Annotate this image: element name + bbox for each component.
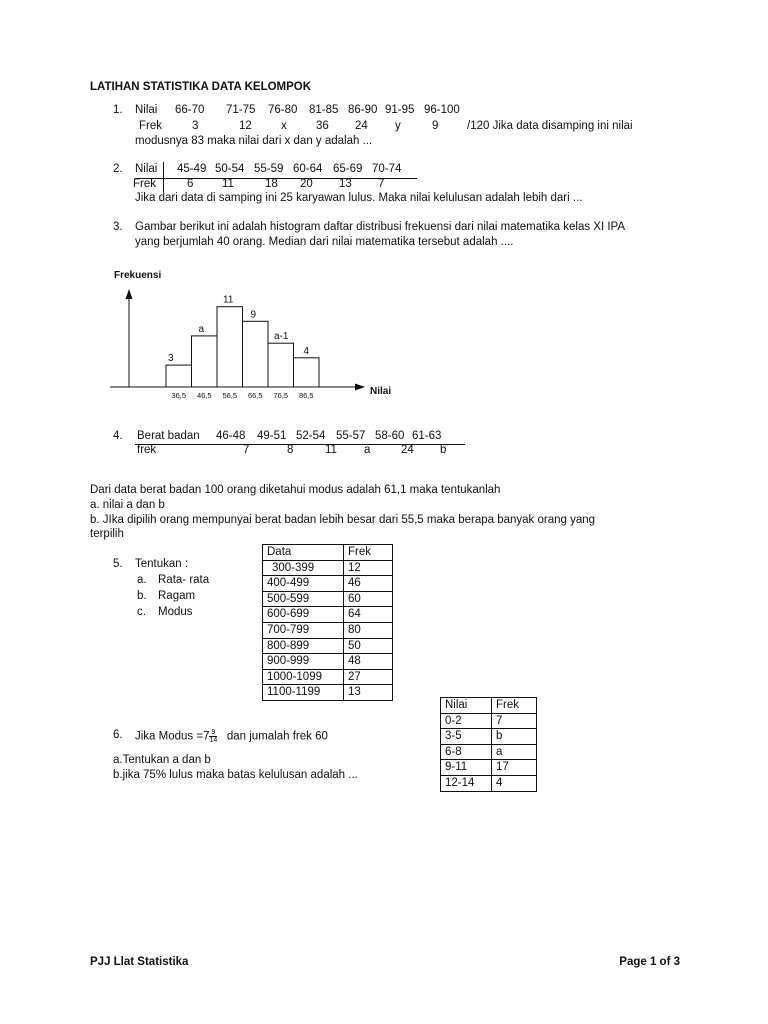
q1-text: modusnya 83 maka nilai dari x dan y adalah ... [135, 135, 373, 147]
q4-row2-cell: 11 [325, 444, 337, 456]
chart-ylabel: Frekuensi [114, 270, 162, 281]
table-cell: 48 [344, 654, 393, 670]
table-row [441, 775, 537, 791]
q3-text: yang berjumlah 40 orang. Median dari nilai matematika tersebut adalah .... [135, 236, 514, 248]
table-cell: 600-699 [263, 607, 344, 623]
table-cell: 13 [344, 685, 393, 701]
document-title: LATIHAN STATISTIKA DATA KELOMPOK [90, 81, 312, 93]
chart-xlabel: Nilai [370, 386, 392, 397]
x-tick-label: 86,5 [298, 391, 314, 400]
histogram-chart [100, 262, 410, 412]
q1-nilai-cell: 71-75 [226, 104, 256, 116]
table-cell: 7 [492, 713, 537, 729]
q1-number: 1. [113, 104, 123, 116]
histogram-bar [217, 307, 243, 387]
table-row [441, 729, 537, 745]
histogram-bar [268, 343, 294, 387]
table-header-nilai: Nilai [441, 698, 492, 714]
table-cell: 1100-1199 [263, 685, 344, 701]
q4-text: Dari data berat badan 100 orang diketahui modus adalah 61,1 maka tentukanlah [90, 484, 501, 496]
table-cell: 4 [492, 775, 537, 791]
q3-text: Gambar berikut ini adalah histogram daftar distribusi frekuensi dari nilai matematika kelas XI IPA [135, 221, 626, 233]
q5-item-text: Rata- rata [158, 574, 210, 586]
q6-frequency-table [440, 697, 537, 792]
table-cell: 9-11 [441, 760, 492, 776]
q1-nilai-cell: 86-90 [348, 104, 378, 116]
q1-frek-cell: 3 [192, 120, 199, 132]
histogram-bar [243, 321, 269, 387]
q2-nilai-cell: 65-69 [333, 163, 363, 175]
q2-frek-cell: 6 [187, 178, 194, 190]
table-row [263, 560, 393, 576]
q1-nilai-cell: 66-70 [175, 104, 205, 116]
histogram-bar [192, 336, 218, 387]
q4-text: a. nilai a dan b [90, 499, 165, 511]
table-cell: 17 [492, 760, 537, 776]
q2-frek-cell: 20 [300, 178, 313, 190]
q6-fraction-numerator: 9 [211, 729, 216, 736]
x-tick-label: 76,5 [273, 391, 289, 400]
q2-nilai-cell: 50-54 [215, 163, 245, 175]
q2-nilai-cell: 70-74 [372, 163, 402, 175]
q6-text-prefix: Jika Modus =7 [135, 730, 210, 743]
table-header-frek: Frek [492, 698, 537, 714]
q4-row1-cell: 55-57 [336, 430, 366, 442]
q2-frek-cell: 7 [378, 178, 385, 190]
q1-frek-cell: 9 [432, 120, 439, 132]
table-cell: 0-2 [441, 713, 492, 729]
x-tick-label: 46,5 [196, 391, 212, 400]
table-cell: 800-899 [263, 638, 344, 654]
bar-label: 4 [303, 345, 310, 357]
x-tick-label: 56,5 [222, 391, 238, 400]
q6-sub-a: a.Tentukan a dan b [113, 754, 211, 766]
bar-label: a-1 [274, 331, 289, 343]
q1-nilai-label: Nilai [135, 104, 158, 116]
q1-nilai-cell: 76-80 [268, 104, 298, 116]
x-tick-label: 66,5 [247, 391, 263, 400]
q1-frek-cell: y [395, 120, 401, 132]
q1-frek-cell: 12 [239, 120, 252, 132]
q4-row1-cell: 58-60 [375, 430, 405, 442]
table-cell: 300-399 [263, 560, 344, 576]
q2-frek-label: Frek [133, 178, 156, 190]
q2-text: Jika dari data di samping ini 25 karyawan lulus. Maka nilai kelulusan adalah lebih dari ... [135, 192, 583, 204]
table-cell: 50 [344, 638, 393, 654]
table-row [441, 713, 537, 729]
histogram-bar [166, 365, 192, 387]
q1-text: /120 Jika data disamping ini nilai [467, 120, 633, 132]
q1-frek-cell: x [281, 120, 287, 132]
q5-item-text: Modus [158, 606, 193, 618]
q5-frequency-table [262, 544, 393, 701]
q2-nilai-cell: 55-59 [254, 163, 284, 175]
q1-frek-label: Frek [139, 120, 162, 132]
table-header-row [441, 698, 537, 714]
table-cell: 60 [344, 591, 393, 607]
table-cell: 400-499 [263, 576, 344, 592]
bar-label: a [198, 323, 205, 335]
table-row [441, 760, 537, 776]
q4-row2-cell: b [440, 444, 447, 456]
q4-text: terpilih [90, 528, 124, 540]
q2-number: 2. [113, 163, 123, 175]
table-cell: 900-999 [263, 654, 344, 670]
table-cell: a [492, 744, 537, 760]
table-cell: 6-8 [441, 744, 492, 760]
q4-text: b. JIka dipilih orang mempunyai berat badan lebih besar dari 55,5 maka berapa banyak orang yang [90, 514, 596, 526]
table-cell: 27 [344, 669, 393, 685]
q1-frek-cell: 36 [316, 120, 329, 132]
q2-nilai-cell: 60-64 [293, 163, 323, 175]
table-row [263, 607, 393, 623]
bar-label: 3 [168, 353, 174, 365]
q4-row2-cell: 7 [243, 444, 250, 456]
table-row [263, 669, 393, 685]
q6-text [135, 729, 328, 744]
q2-nilai-cell: 45-49 [177, 163, 207, 175]
q2-frek-cell: 11 [222, 178, 234, 190]
q4-table-rule [135, 444, 465, 445]
x-tick-label: 36,5 [171, 391, 187, 400]
q4-row2-cell: 24 [401, 444, 414, 456]
table-cell: 64 [344, 607, 393, 623]
q5-item-letter: c. [137, 606, 146, 618]
q1-nilai-cell: 91-95 [385, 104, 415, 116]
table-cell: 1000-1099 [263, 669, 344, 685]
q4-row1-cell: 49-51 [257, 430, 287, 442]
table-cell: 12-14 [441, 775, 492, 791]
table-cell: 80 [344, 622, 393, 638]
q5-item-letter: b. [137, 590, 147, 602]
table-cell: 46 [344, 576, 393, 592]
bar-label: 9 [250, 309, 257, 321]
table-cell: 12 [344, 560, 393, 576]
footer-page-number: Page 1 of 3 [619, 956, 680, 968]
q1-nilai-cell: 96-100 [424, 104, 460, 116]
table-cell: b [492, 729, 537, 745]
q6-text-suffix: dan jumalah frek 60 [226, 730, 328, 743]
q5-number: 5. [113, 558, 123, 570]
table-row [263, 638, 393, 654]
q2-frek-cell: 18 [265, 178, 278, 190]
q6-fraction-denominator: 14 [209, 737, 218, 744]
table-header-row [263, 545, 393, 561]
q5-lead: Tentukan : [135, 558, 189, 570]
q6-sub-b: b.jika 75% lulus maka batas kelulusan adalah ... [113, 769, 358, 781]
histogram-bar [294, 358, 320, 387]
table-cell: 500-599 [263, 591, 344, 607]
q3-number: 3. [113, 221, 123, 233]
q5-item-letter: a. [137, 574, 147, 586]
x-axis-arrow [355, 384, 365, 391]
q2-frek-cell: 13 [339, 178, 352, 190]
table-row [263, 685, 393, 701]
q1-frek-cell: 24 [355, 120, 368, 132]
q2-nilai-label: Nilai [135, 163, 158, 175]
q4-row1-label: Berat badan [137, 430, 200, 442]
y-axis-arrow [126, 289, 133, 299]
table-row [263, 622, 393, 638]
table-row [263, 591, 393, 607]
q4-row2-cell: 8 [287, 444, 294, 456]
table-cell: 3-5 [441, 729, 492, 745]
q4-row1-cell: 61-63 [412, 430, 442, 442]
q6-fraction [209, 729, 217, 744]
table-header-data: Data [263, 545, 344, 561]
bar-label: 11 [223, 294, 234, 306]
table-header-frek: Frek [344, 545, 393, 561]
table-row [441, 744, 537, 760]
q2-table-divider [163, 162, 164, 192]
table-cell: 700-799 [263, 622, 344, 638]
table-row [263, 654, 393, 670]
q4-number: 4. [113, 430, 123, 442]
q5-item-text: Ragam [158, 590, 196, 602]
q1-nilai-cell: 81-85 [309, 104, 339, 116]
q4-row1-cell: 46-48 [216, 430, 246, 442]
q4-row2-cell: a [364, 444, 371, 456]
table-row [263, 576, 393, 592]
q4-row1-cell: 52-54 [296, 430, 326, 442]
q4-row2-label: frek [137, 444, 157, 456]
q6-number: 6. [113, 729, 123, 741]
footer-left: PJJ Llat Statistika [90, 956, 189, 968]
